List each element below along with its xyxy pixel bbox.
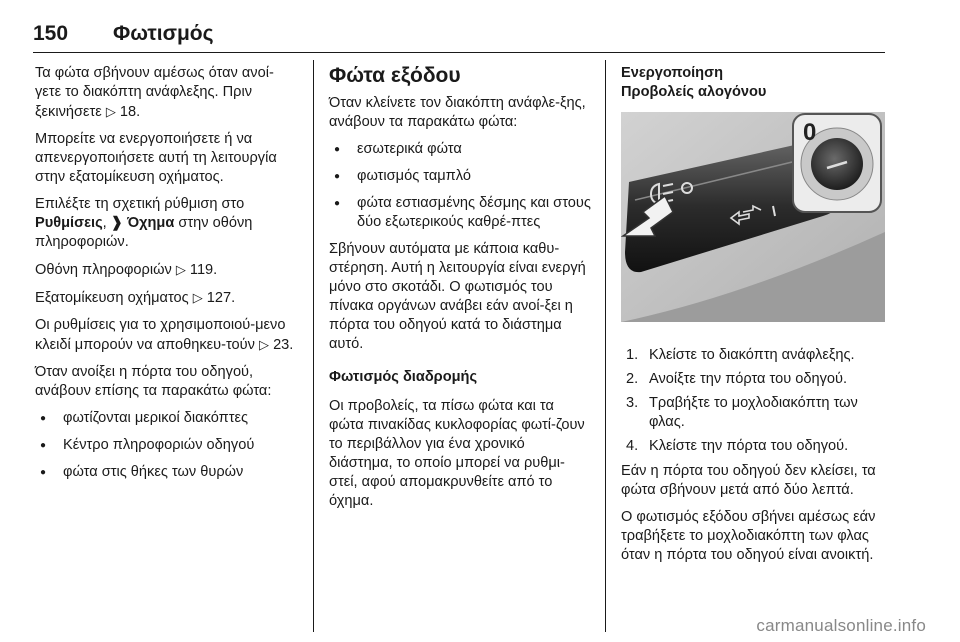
turn-signal-lever-illustration: [621, 112, 885, 322]
section-heading: Φώτα εξόδου: [329, 64, 461, 87]
list-item: ● Κέντρο πληροφοριών οδηγού: [35, 436, 297, 455]
list-item: ● φώτα εστιασμένης δέσμης και στους δύο εξωτερικούς καθρέ-πτες: [329, 194, 591, 232]
paragraph: Οι προβολείς, τα πίσω φώτα και τα φώτα πινακίδας κυκλοφορίας φωτί-ζουν το περιβάλλον για ένα χρονικό διάστημα, το οποίο μπορεί να ρυθμι-στεί, αφού απομακρυνθείτε από το όχημα.: [329, 398, 585, 509]
page-header: [33, 18, 885, 53]
list-item: ● φώτα στις θήκες των θυρών: [35, 463, 297, 482]
paragraph: Οι ρυθμίσεις για το χρησιμοποιού-μενο κλειδί μπορούν να αποθηκευ-τούν ▷ 23.: [35, 317, 294, 353]
paragraph: Όταν κλείνετε τον διακόπτη ανάφλε-ξης, ανάβουν τα παρακάτω φώτα:: [329, 95, 586, 130]
paragraph: Οθόνη πληροφοριών ▷ 119.: [35, 262, 218, 278]
subsection-heading: Φωτισμός διαδρομής: [329, 369, 478, 385]
list-item: ● φωτισμός ταμπλό: [329, 167, 591, 186]
paragraph: Σβήνουν αυτόματα με κάποια καθυ-στέρηση. Αυτή η λειτουργία είναι ενεργή μόνο στο σκοτάδι. Ο φωτισμός του πίνακα οργάνων ανάβει εάν ανοί-ξει η πόρτα του οδηγού κατά το διάστημα αυτό.: [329, 241, 586, 352]
list-item: ● εσωτερικά φώτα: [329, 140, 591, 159]
list-item: 3. Τραβήξτε το μοχλοδιακόπτη των φλας.: [626, 395, 858, 430]
dial-position-label: 0: [803, 119, 817, 146]
steps-list: [621, 346, 885, 456]
paragraph: Όταν ανοίξει η πόρτα του οδηγού, ανάβουν επίσης τα παρακάτω φώτα:: [35, 364, 272, 399]
zoom-inset: [793, 114, 881, 212]
paragraph: Μπορείτε να ενεργοποιήσετε ή να απενεργοποιήσετε αυτή τη λειτουργία στην εξατομίκευση οχήματος.: [35, 131, 277, 185]
reference-arrow-icon: ▷: [259, 337, 269, 352]
watermark: carmanualsonline.info: [756, 616, 926, 635]
column-right: [621, 64, 885, 573]
list-item: 4. Κλείστε την πόρτα του οδηγού.: [626, 438, 849, 454]
reference-arrow-icon: ▷: [175, 262, 186, 277]
paragraph: Επιλέξτε τη σχετική ρύθμιση στο Ρυθμίσεις, ❱ Όχημα στην οθόνη πληροφοριών.: [35, 196, 253, 250]
page-number: 150: [33, 22, 69, 45]
column-middle: [329, 64, 591, 519]
list-item: 1. Κλείστε το διακόπτη ανάφλεξης.: [626, 347, 855, 363]
paragraph: Εάν η πόρτα του οδηγού δεν κλείσει, τα φώτα σβήνουν μετά από δύο λεπτά.: [621, 463, 876, 498]
label-halogen-headlights: Προβολείς αλογόνου: [621, 84, 767, 100]
bullet-list: [35, 409, 297, 482]
paragraph: Τα φώτα σβήνουν αμέσως όταν ανοί-γετε το διακόπτη ανάφλεξης. Πριν ξεκινήσετε ▷ 18.: [35, 65, 274, 120]
menu-path-separator-icon: ❱: [110, 215, 123, 231]
column-left: [35, 64, 297, 490]
column-divider: [605, 60, 606, 632]
list-item: 2. Ανοίξτε την πόρτα του οδηγού.: [626, 371, 848, 387]
page-title: Φωτισμός: [113, 22, 214, 45]
label-activation: Ενεργοποίηση: [621, 65, 723, 81]
paragraph: Εξατομίκευση οχήματος ▷ 127.: [35, 290, 236, 306]
reference-arrow-icon: ▷: [192, 290, 203, 305]
menu-path-vehicle: Όχημα: [127, 215, 175, 231]
list-item: ● φωτίζονται μερικοί διακόπτες: [35, 409, 297, 428]
reference-arrow-icon: ▷: [105, 104, 116, 119]
menu-path-settings: Ρυθμίσεις: [35, 215, 103, 231]
paragraph: Ο φωτισμός εξόδου σβήνει αμέσως εάν τραβήξετε το μοχλοδιακόπτη των φλας όταν η πόρτα του οδηγού είναι ανοικτή.: [621, 509, 876, 563]
bullet-list: [329, 140, 591, 232]
column-divider: [313, 60, 314, 632]
